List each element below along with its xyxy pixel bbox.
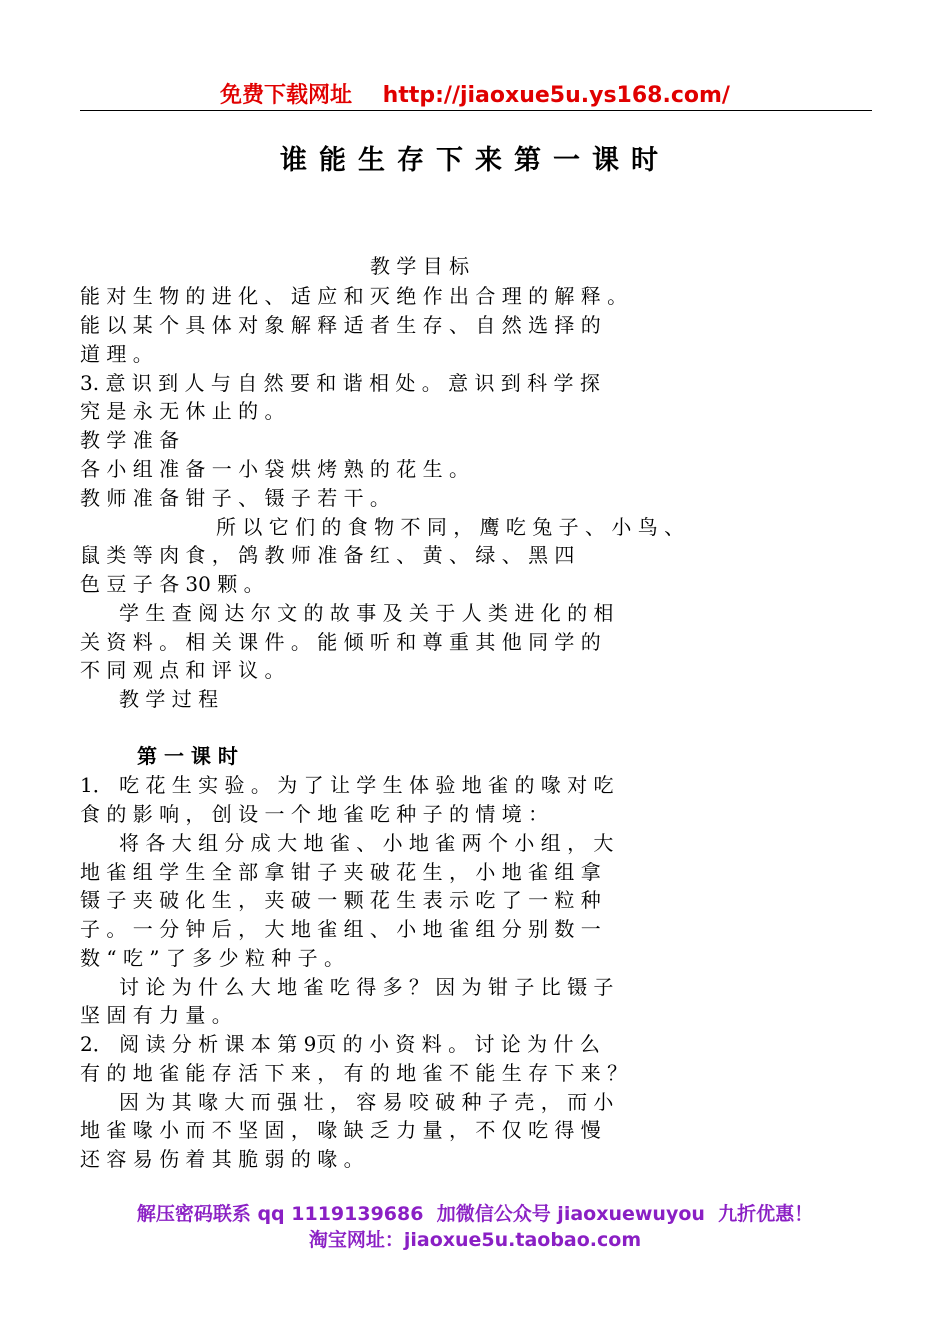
- text-line: 子 。 一 分 钟 后 ， 大 地 雀 组 、 小 地 雀 组 分 别 数 一: [80, 917, 601, 941]
- text-line: 究 是 永 无 休 止 的 。: [80, 399, 285, 423]
- text-line: 3. 意 识 到 人 与 自 然 要 和 谐 相 处 。 意 识 到 科 学 探: [80, 371, 600, 395]
- text-line: 教 师 准 备 钳 子 、 镊 子 若 干 。: [80, 486, 390, 510]
- text-line: 讨 论 为 什 么 大 地 雀 吃 得 多 ？ 因 为 钳 子 比 镊 子: [119, 975, 614, 999]
- section-heading-objectives: 教 学 目 标: [370, 254, 470, 278]
- text-line: 数 “ 吃 ” 了 多 少 粒 种 子 。: [80, 946, 345, 970]
- text-line: 地 雀 组 学 生 全 部 拿 钳 子 夹 破 花 生 ， 小 地 雀 组 拿: [80, 860, 601, 884]
- text-line: 镊 子 夹 破 化 生 ， 夹 破 一 颗 花 生 表 示 吃 了 一 粒 种: [80, 888, 601, 912]
- download-url-header: 免费下载网址 http://jiaoxue5u.ys168.com/: [220, 83, 730, 108]
- text-line: 还 容 易 伤 着 其 脆 弱 的 喙 。: [80, 1147, 364, 1171]
- text-line: 所 以 它 们 的 食 物 不 同 ， 鹰 吃 兔 子 、 小 鸟 、: [216, 515, 685, 539]
- text-line: 各 小 组 准 备 一 小 袋 烘 烤 熟 的 花 生 。: [80, 457, 470, 481]
- footer-contact-line: 解压密码联系 qq 1119139686 加微信公众号 jiaoxuewuyou 九折优惠！: [136, 1203, 814, 1225]
- section-heading-process: 教 学 过 程: [119, 687, 219, 711]
- text-line: 坚 固 有 力 量 。: [80, 1003, 232, 1027]
- text-line: 学 生 查 阅 达 尔 文 的 故 事 及 关 于 人 类 进 化 的 相: [119, 601, 614, 625]
- footer-shop-url: 淘宝网址：jiaoxue5u.taobao.com: [308, 1229, 642, 1251]
- page-title: 谁能生存下来第一课时: [280, 145, 670, 176]
- text-line: 能 对 生 物 的 进 化 、 适 应 和 灭 绝 作 出 合 理 的 解 释 。: [80, 284, 628, 308]
- text-line: 有 的 地 雀 能 存 活 下 来 ， 有 的 地 雀 不 能 生 存 下 来 ？: [80, 1061, 628, 1085]
- text-line: 食 的 影 响 ， 创 设 一 个 地 雀 吃 种 子 的 情 境 ：: [80, 802, 549, 826]
- header-divider: [80, 110, 872, 111]
- text-line: 地 雀 喙 小 而 不 坚 固 ， 喙 缺 乏 力 量 ， 不 仅 吃 得 慢: [80, 1118, 601, 1142]
- section-heading-first-lesson: 第 一 课 时: [137, 744, 238, 768]
- text-line: 将 各 大 组 分 成 大 地 雀 、 小 地 雀 两 个 小 组 ， 大: [119, 831, 614, 855]
- text-line: 关 资 料 。 相 关 课 件 。 能 倾 听 和 尊 重 其 他 同 学 的: [80, 630, 601, 654]
- text-line: 色 豆 子 各 30 颗 。: [80, 572, 264, 596]
- text-line: 道 理 。: [80, 342, 153, 366]
- text-line: 1． 吃 花 生 实 验 。 为 了 让 学 生 体 验 地 雀 的 喙 对 吃: [80, 773, 614, 797]
- text-line: 2． 阅 读 分 析 课 本 第 9页 的 小 资 料 。 讨 论 为 什 么: [80, 1032, 600, 1056]
- text-line: 不 同 观 点 和 评 议 。: [80, 658, 285, 682]
- text-line: 因 为 其 喙 大 而 强 壮 ， 容 易 咬 破 种 子 壳 ， 而 小: [119, 1090, 614, 1114]
- text-line: 能 以 某 个 具 体 对 象 解 释 适 者 生 存 、 自 然 选 择 的: [80, 313, 601, 337]
- section-heading-preparation: 教 学 准 备: [80, 428, 180, 452]
- text-line: 鼠 类 等 肉 食 ， 鸽 教 师 准 备 红 、 黄 、 绿 、 黑 四: [80, 543, 575, 567]
